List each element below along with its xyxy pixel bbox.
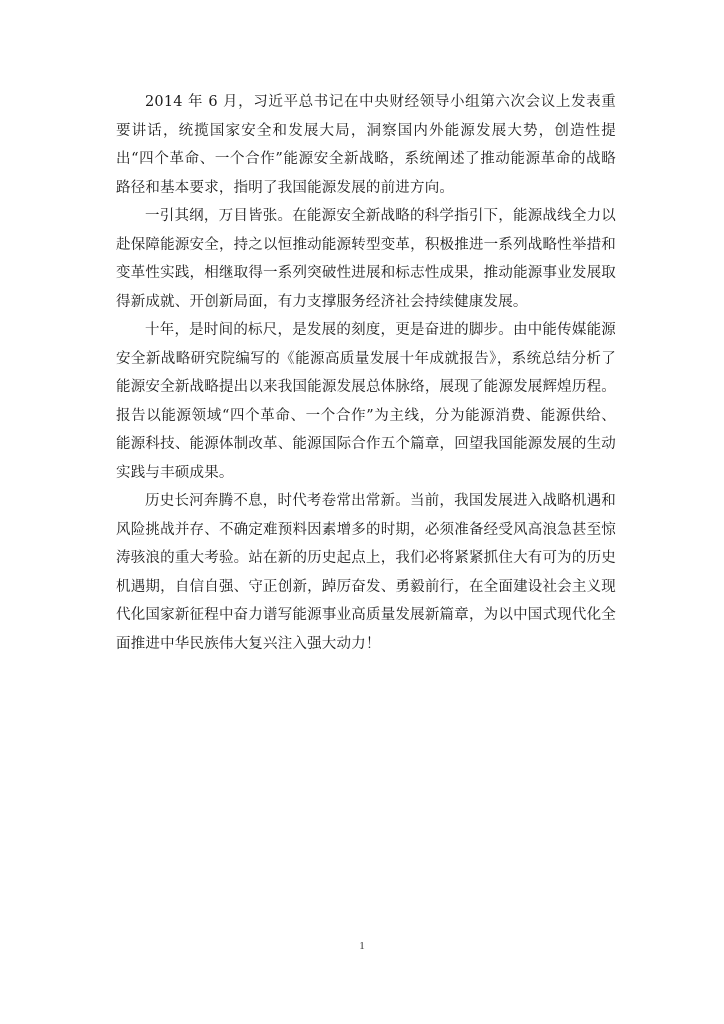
paragraph-3: 十年，是时间的标尺，是发展的刻度，更是奋进的脚步。由中能传媒能源安全新战略研究院编写的《能源高质量发展十年成就报告》，系统总结分析了能源安全新战略提出以来我国能源发展总体脉络，展现了能源发展辉煌历程。报告以能源领域“四个革命、一个合作”为主线，分为能源消费、能源供给、能源科技、能源体制改革、能源国际合作五个篇章，回望我国能源发展的生动实践与丰硕成果。 (116, 322, 616, 481)
page-number: 1 (359, 940, 365, 952)
paragraph-1: 2014 年 6 月，习近平总书记在中央财经领导小组第六次会议上发表重要讲话，统揽国家安全和发展大局，洞察国内外能源发展大势，创造性提出“四个革命、一个合作”能源安全新战略，系统阐述了推动能源革命的战略路径和基本要求，指明了我国能源发展的前进方向。 (116, 94, 616, 196)
body-text (116, 88, 616, 658)
paragraph-2: 一引其纲，万目皆张。在能源安全新战略的科学指引下，能源战线全力以赴保障能源安全，持之以恒推动能源转型变革，积极推进一系列战略性举措和变革性实践，相继取得一系列突破性进展和标志性成果，推动能源事业发展取得新成就、开创新局面，有力支撑服务经济社会持续健康发展。 (116, 208, 616, 310)
paragraph-4: 历史长河奔腾不息，时代考卷常出常新。当前，我国发展进入战略机遇和风险挑战并存、不确定难预料因素增多的时期，必须准备经受风高浪急甚至惊涛骇浪的重大考验。站在新的历史起点上，我们必将紧紧抓住大有可为的历史机遇期，自信自强、守正创新，踔厉奋发、勇毅前行，在全面建设社会主义现代化国家新征程中奋力谱写能源事业高质量发展新篇章，为以中国式现代化全面推进中华民族伟大复兴注入强大动力！ (116, 493, 616, 652)
